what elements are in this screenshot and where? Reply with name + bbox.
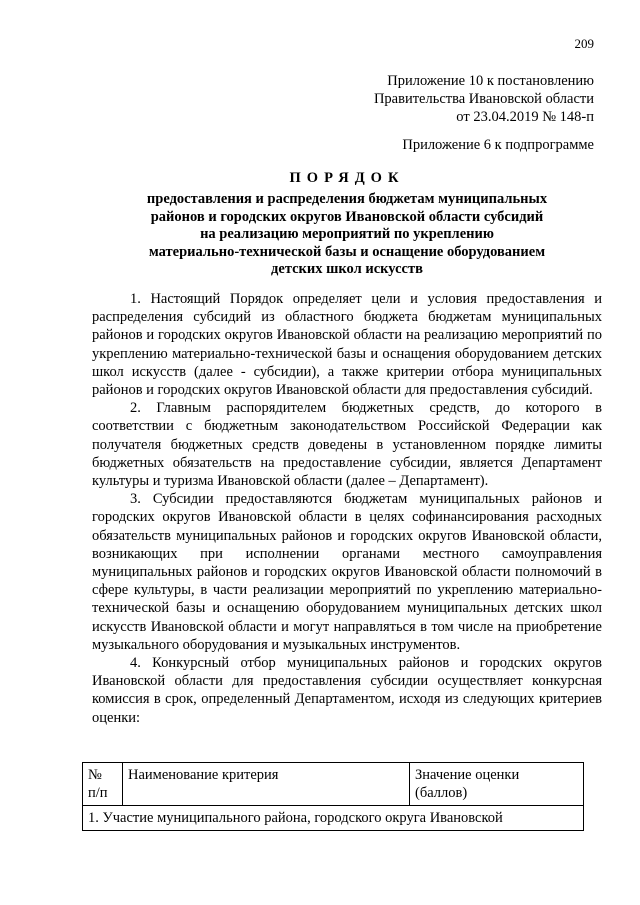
header-number-cell [83, 763, 123, 806]
paragraph: 2. Главным распорядителем бюджетных средств, до которого в соответствии с бюджетным законодательством Российской Федерации как получателя бюджетных средств доведены в установленном порядке лимиты бюджетных обязательств на предоставление субсидии, является Департамент культуры и туризма Ивановской области (далее – Департамент). [92, 400, 602, 490]
criterion-row-text: 1. Участие муниципального района, городского округа Ивановской [83, 806, 584, 831]
subtitle-line: предоставления и распределения бюджетам муниципальных [146, 191, 548, 207]
appendix-line: Правительства Ивановской области [373, 91, 594, 107]
document-subtitle [92, 191, 602, 279]
document-title: ПОРЯДОК [289, 170, 405, 186]
header-criterion-name: Наименование критерия [123, 763, 410, 806]
table-row [83, 806, 584, 831]
appendix-subprogram [402, 136, 594, 154]
paragraph: 4. Конкурсный отбор муниципальных районов и городских округов Ивановской области для предоставления субсидии осуществляет конкурсная комиссия в срок, определенный Департаментом, исходя из следующих критериев оценки: [92, 655, 602, 726]
subtitle-line: детских школ искусств [271, 261, 423, 277]
header-number-symbol: № [88, 767, 102, 783]
criteria-table [82, 762, 584, 831]
appendix-line: Приложение 10 к постановлению [387, 73, 594, 89]
header-number-abbr: п/п [88, 785, 108, 801]
paragraph: 3. Субсидии предоставляются бюджетам муниципальных районов и городских округов Ивановской области в целях софинансирования расходных обязательств муниципальных районов и городских округов Ивановской области, возникающих при исполнении органами местного самоуправления муниципальных районов и городских округов Ивановской области полномочий в сфере культуры, в части реализации мероприятий по укреплению материально-технической базы и оснащению оборудованием муниципальных детских школ искусств Ивановской области и могут направляться в том числе на приобретение музыкального оборудования и музыкальных инструментов. [92, 491, 602, 653]
subtitle-line: на реализацию мероприятий по укреплению [200, 226, 494, 242]
page-number: 209 [574, 36, 594, 51]
paragraph: 1. Настоящий Порядок определяет цели и условия предоставления и распределения субсидий из областного бюджета бюджетам муниципальных районов и городских округов Ивановской области на реализацию мероприятий по укреплению материально-технической базы и оснащения оборудованием детских школ искусств (далее - субсидии), а также критерии отбора муниципальных районов и городских округов Ивановской области для предоставления субсидий. [92, 291, 602, 399]
subtitle-line: материально-технической базы и оснащение оборудованием [148, 243, 546, 260]
header-score-label: Значение оценки [415, 767, 520, 783]
header-score-unit: (баллов) [415, 785, 468, 801]
appendix-header [374, 72, 594, 126]
subtitle-line: районов и городских округов Ивановской области субсидий [150, 208, 544, 225]
appendix-line: от 23.04.2019 № 148-п [456, 109, 594, 125]
table-header-row [83, 763, 584, 806]
header-score-cell [410, 763, 584, 806]
document-body [92, 290, 602, 727]
appendix-line: Приложение 6 к подпрограмме [402, 137, 594, 153]
